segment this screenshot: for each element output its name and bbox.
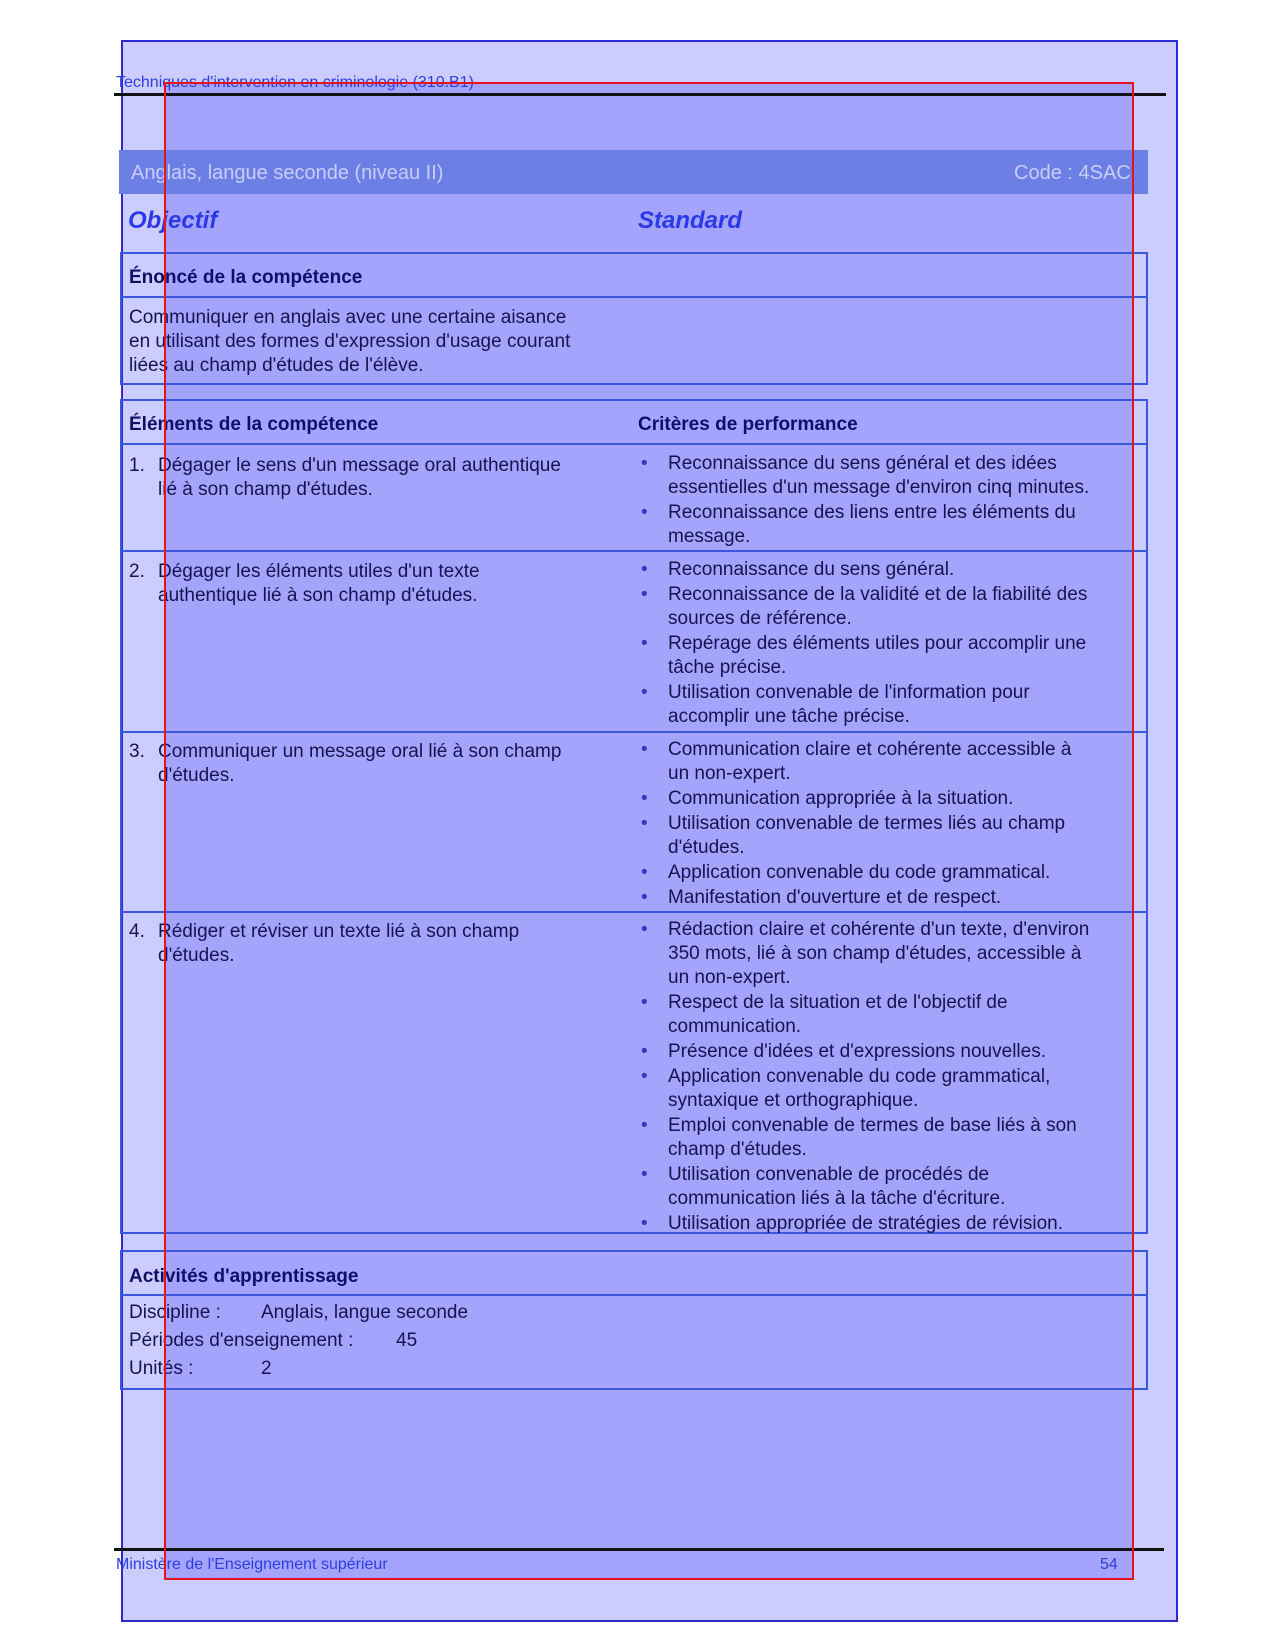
standard-heading: Standard [638, 207, 743, 234]
course-title: Anglais, langue seconde (niveau II) [131, 162, 444, 184]
activities-heading: Activités d'apprentissage [129, 1266, 359, 1287]
criterion-item: • Application convenable du code grammatical. [638, 861, 1128, 885]
periods-value: 45 [396, 1330, 418, 1351]
criterion-item: • Utilisation convenable de termes liés au champ d'études. [638, 812, 1128, 860]
element-line: d'études. [158, 765, 235, 786]
statement-line: Communiquer en anglais avec une certaine aisance [129, 307, 567, 328]
units-label: Unités : [129, 1358, 194, 1379]
course-code: Code : 4SAC [1014, 162, 1131, 184]
criterion-item: • Présence d'idées et d'expressions nouvelles. [638, 1040, 1128, 1064]
criterion-item: • Manifestation d'ouverture et de respect. [638, 886, 1128, 910]
criterion-item: • Emploi convenable de termes de base liés à son champ d'études. [638, 1114, 1128, 1162]
element-line: Dégager les éléments utiles d'un texte [158, 561, 480, 582]
content-boundary [164, 82, 1134, 1580]
criterion-item: • Reconnaissance des liens entre les éléments du message. [638, 501, 1128, 549]
criterion-item: • Utilisation convenable de procédés de communication liés à la tâche d'écriture. [638, 1163, 1128, 1211]
element-line: Rédiger et réviser un texte lié à son champ [158, 921, 520, 942]
element-number: 2. [129, 561, 145, 582]
element-number: 3. [129, 741, 145, 762]
statement-line: en utilisant des formes d'expression d'usage courant [129, 331, 571, 352]
element-number: 4. [129, 921, 145, 942]
discipline-value: Anglais, langue seconde [261, 1302, 469, 1323]
criterion-item: • Application convenable du code grammatical, syntaxique et orthographique. [638, 1065, 1128, 1113]
footer-ministry: Ministère de l'Enseignement supérieur [116, 1556, 388, 1573]
discipline-label: Discipline : [129, 1302, 221, 1323]
units-value: 2 [261, 1358, 272, 1379]
element-line: Communiquer un message oral lié à son champ [158, 741, 562, 762]
element-line: lié à son champ d'études. [158, 479, 373, 500]
criteria-heading: Critères de performance [638, 414, 858, 435]
objective-heading: Objectif [128, 207, 218, 234]
periods-label: Périodes d'enseignement : [129, 1330, 354, 1351]
element-line: d'études. [158, 945, 235, 966]
element-number: 1. [129, 455, 145, 476]
page-number: 54 [1100, 1556, 1118, 1573]
criterion-item: • Reconnaissance de la validité et de la fiabilité des sources de référence. [638, 583, 1128, 631]
criterion-item: • Utilisation appropriée de stratégies de révision. [638, 1212, 1128, 1236]
criterion-item: • Utilisation convenable de l'information pour accomplir une tâche précise. [638, 681, 1128, 729]
criterion-item: • Reconnaissance du sens général. [638, 558, 1128, 582]
criterion-item: • Reconnaissance du sens général et des idées essentielles d'un message d'environ cinq minutes. [638, 452, 1128, 500]
element-line: Dégager le sens d'un message oral authentique [158, 455, 561, 476]
statement-line: liées au champ d'études de l'élève. [129, 355, 424, 376]
criterion-item: • Communication appropriée à la situation. [638, 787, 1128, 811]
element-line: authentique lié à son champ d'études. [158, 585, 478, 606]
criterion-item: • Repérage des éléments utiles pour accomplir une tâche précise. [638, 632, 1128, 680]
criterion-item: • Communication claire et cohérente accessible à un non-expert. [638, 738, 1128, 786]
header-program: Techniques d'intervention en criminologie (310.B1) [116, 74, 474, 91]
criterion-item: • Respect de la situation et de l'objectif de communication. [638, 991, 1128, 1039]
criterion-item: • Rédaction claire et cohérente d'un texte, d'environ 350 mots, lié à son champ d'études, accessible à un non-expert. [638, 918, 1128, 990]
elements-heading: Éléments de la compétence [129, 414, 379, 435]
statement-heading: Énoncé de la compétence [129, 267, 363, 288]
